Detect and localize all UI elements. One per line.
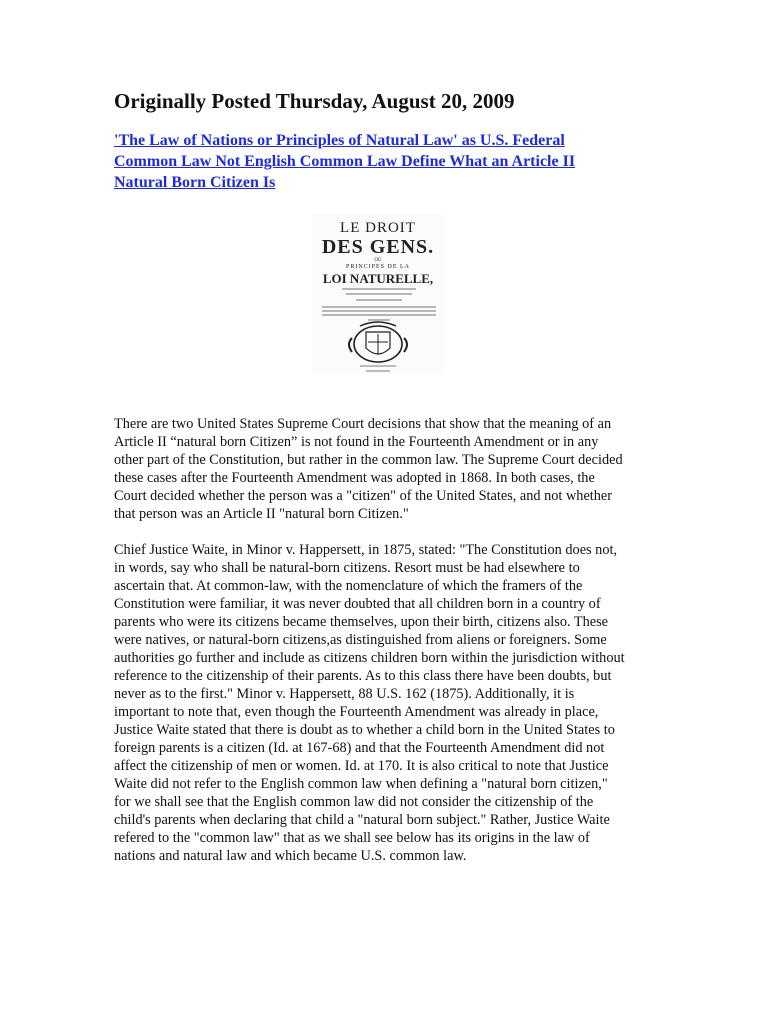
paragraph-line: Justice Waite stated that there is doubt as to whether a child born in the United States to <box>114 722 615 738</box>
book-title-line: DES GENS. <box>321 236 435 258</box>
title-line[interactable]: 'The Law of Nations or Principles of Natural Law' as U.S. Federal <box>114 132 565 149</box>
paragraph-line: for we shall see that the English common law did not consider the citizenship of the <box>114 794 594 810</box>
paragraph-line: refered to the "common law" that as we shall see below has its origins in the law of <box>114 830 590 846</box>
paragraph-line: Waite did not refer to the English common law when defining a "natural born citizen," <box>114 776 608 792</box>
paragraph-line: were natives, or natural-born citizens,as distinguished from aliens or foreigners. Some <box>114 632 607 648</box>
title-line[interactable]: Common Law Not English Common Law Define What an Article II <box>114 153 576 170</box>
paragraph-minor-v-happersett <box>114 541 674 865</box>
paragraph-line: There are two United States Supreme Court decisions that show that the meaning of an <box>114 416 612 432</box>
paragraph-line: authorities go further and include as citizens children born within the jurisdiction without <box>114 650 625 666</box>
book-title-page-image <box>312 214 444 374</box>
paragraph-line: parents who were its citizens became themselves, upon their birth, citizens also. These <box>114 614 609 630</box>
paragraph-line: Court decided whether the person was a "citizen" of the United States, and not whether <box>114 488 613 504</box>
paragraph-line: that person was an Article II "natural born Citizen." <box>114 506 409 522</box>
paragraph-line: reference to the citizenship of their parents. As to this class there have been doubts, but <box>114 668 612 684</box>
paragraph-line: Article II “natural born Citizen” is not found in the Fourteenth Amendment or in any <box>114 434 599 450</box>
paragraph-line: in words, say who shall be natural-born citizens. Resort must be had elsewhere to <box>114 560 580 576</box>
paragraph-line: Constitution were familiar, it was never doubted that all children born in a country of <box>114 596 601 612</box>
title-line[interactable]: Natural Born Citizen Is <box>114 174 276 191</box>
crest-emblem <box>349 322 407 362</box>
paragraph-line: affect the citizenship of men or women. Id. at 170. It is also critical to note that Justice <box>114 758 609 774</box>
book-title-line: LOI NATURELLE, <box>322 271 434 286</box>
book-title-line: LE DROIT <box>340 220 416 236</box>
paragraph-line: these cases after the Fourteenth Amendment was adopted in 1868. In both cases, the <box>114 470 595 486</box>
paragraph-supreme-court-decisions <box>114 415 674 523</box>
article-title-link[interactable] <box>114 130 634 193</box>
paragraph-line: nations and natural law and which became U.S. common law. <box>114 848 467 864</box>
book-title-line: PRINCIPES DE LA <box>345 264 410 270</box>
paragraph-line: foreign parents is a citizen (Id. at 167-68) and that the Fourteenth Amendment did not <box>114 740 605 756</box>
paragraph-line: child's parents when declaring that child a "natural born subject." Rather, Justice Waite <box>114 812 610 828</box>
book-engraving <box>312 214 444 374</box>
book-title-line: OU <box>374 258 382 263</box>
paragraph-line: never as to the first." Minor v. Happersett, 88 U.S. 162 (1875). Additionally, it is <box>114 686 575 702</box>
paragraph-line: other part of the Constitution, but rather in the common law. The Supreme Court decided <box>114 452 623 468</box>
post-date-heading: Originally Posted Thursday, August 20, 2009 <box>114 89 515 113</box>
paragraph-line: Chief Justice Waite, in Minor v. Happersett, in 1875, stated: "The Constitution does not, <box>114 542 618 558</box>
paragraph-line: ascertain that. At common-law, with the nomenclature of which the framers of the <box>114 578 583 594</box>
paragraph-line: important to note that, even though the Fourteenth Amendment was already in place, <box>114 704 599 720</box>
